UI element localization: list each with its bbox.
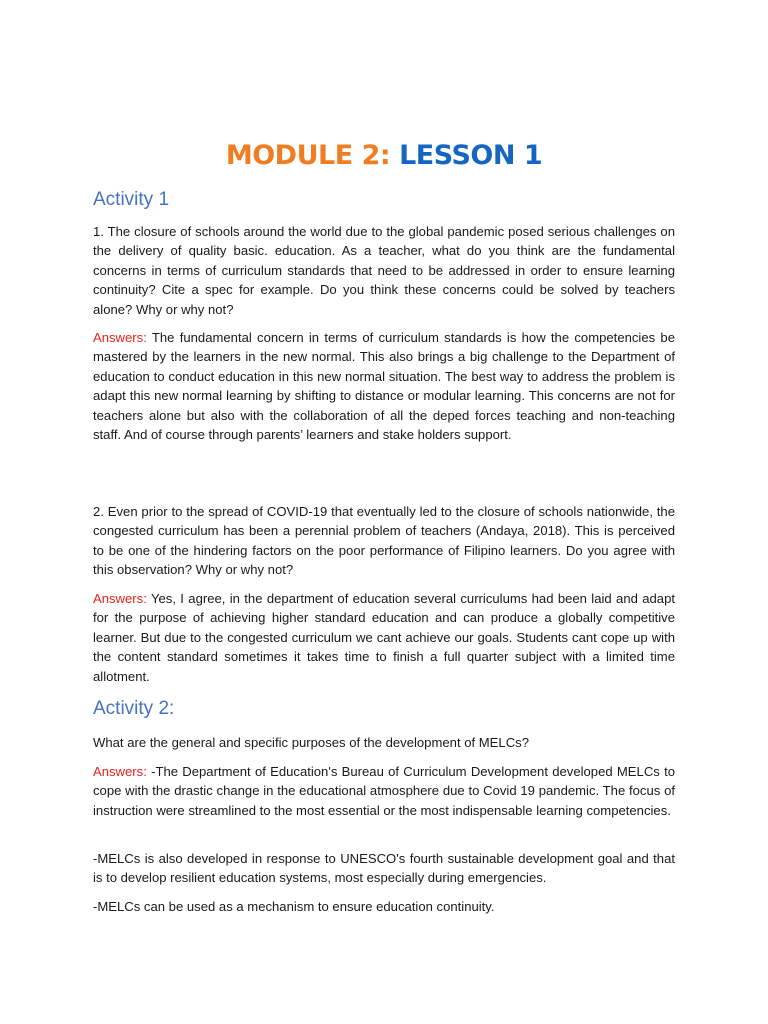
answer-melcs-2: -MELCs is also developed in response to UNESCO's fourth sustainable development goal and that is to develop resilient education systems, most especially during emergencies. bbox=[93, 851, 675, 886]
activity-1-heading: Activity 1 bbox=[93, 189, 170, 210]
answer-2 bbox=[93, 589, 675, 686]
answer-melcs-3: -MELCs can be used as a mechanism to ensure education continuity. bbox=[93, 899, 495, 914]
answer-label: Answers: bbox=[93, 591, 147, 606]
page-title bbox=[93, 138, 675, 174]
answer-1 bbox=[93, 328, 675, 444]
activity-2-heading: Activity 2: bbox=[93, 698, 175, 719]
answer-melcs-1 bbox=[93, 762, 675, 820]
answer-label: Answers: bbox=[93, 764, 147, 779]
question-melcs: What are the general and specific purposes of the development of MELCs? bbox=[93, 735, 529, 750]
answer-text: -The Department of Education's Bureau of Curriculum Development developed MELCs to cope with the drastic change in the educational atmosphere due to Covid 19 pandemic. The focus of instruction were streamlined to the most essential or the most indispensable learning competencies. bbox=[93, 764, 675, 818]
title-lesson: LESSON 1 bbox=[399, 140, 543, 171]
answer-text: The fundamental concern in terms of curriculum standards is how the competencies be mastered by the learners in the new normal. This also brings a big challenge to the Department of education to conduct education in this new normal situation. The best way to address the problem is adapt this new normal learning by shifting to distance or modular learning. This concerns are not for teachers alone but also with the collaboration of all the deped forces teaching and non-teaching staff. And of course through parents’ learners and stake holders support. bbox=[93, 330, 675, 443]
question-1: 1. The closure of schools around the world due to the global pandemic posed serious challenges on the delivery of quality basic. education. As a teacher, what do you think are the fundamental concerns in terms of curriculum standards that need to be addressed in order to ensure learning continuity? Cite a spec for example. Do you think these concerns could be solved by teachers alone? Why or why not? bbox=[93, 224, 675, 317]
question-2: 2. Even prior to the spread of COVID-19 that eventually led to the closure of schools nationwide, the congested curriculum has been a perennial problem of teachers (Andaya, 2018). This is perceived to be one of the hindering factors on the poor performance of Filipino learners. Do you agree with this observation? Why or why not? bbox=[93, 504, 675, 578]
title-module: MODULE 2: bbox=[225, 140, 391, 171]
answer-label: Answers: bbox=[93, 330, 147, 345]
answer-text: Yes, I agree, in the department of education several curriculums had been laid and adapt for the purpose of achieving higher standard education and can produce a globally competitive learner. But due to the congested curriculum we cant achieve our goals. Students cant cope up with the content standard sometimes it takes time to finish a full quarter subject with a limited time allotment. bbox=[93, 591, 675, 684]
